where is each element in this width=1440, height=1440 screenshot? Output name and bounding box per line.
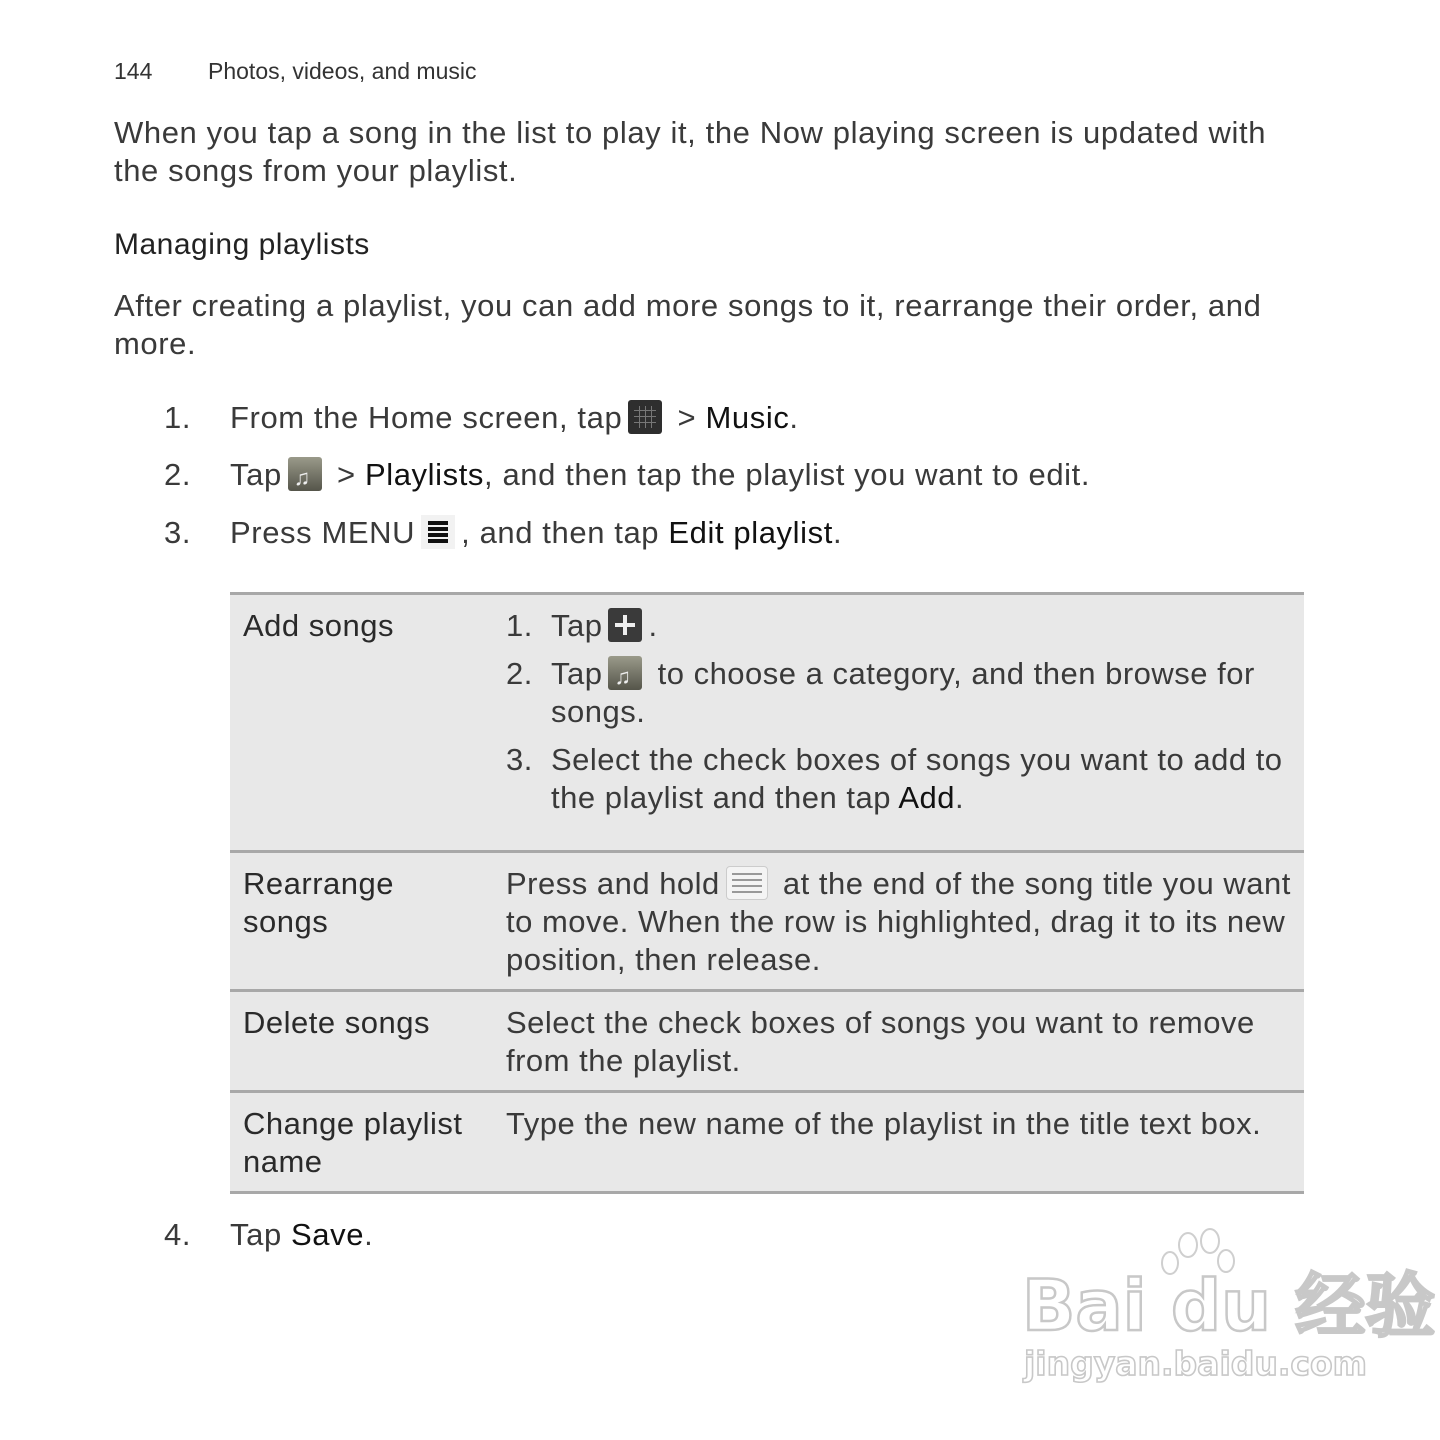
option-label: Delete songs — [243, 1005, 430, 1040]
playlist-options-table — [230, 592, 1304, 1194]
table-row — [230, 991, 1304, 1092]
add-label: Add — [898, 780, 956, 815]
list-item: 3. Select the check boxes of songs you want to add to the playlist and then tap Add. — [506, 742, 1283, 815]
page-number: 144 — [114, 58, 153, 84]
save-label: Save — [291, 1217, 365, 1252]
table-row — [230, 1092, 1304, 1193]
step-3: 3. Press MENU , and then tap Edit playlist. — [164, 515, 843, 550]
watermark-brand: Bai du 经验 — [1022, 1265, 1436, 1347]
playlists-label: Playlists — [364, 457, 485, 492]
library-icon — [608, 656, 642, 690]
list-item: 1. Tap . — [506, 608, 658, 643]
music-label: Music — [705, 400, 790, 435]
library-icon — [288, 457, 322, 491]
option-description: Type the new name of the playlist in the title text box. — [506, 1106, 1262, 1141]
table-row — [230, 852, 1304, 991]
section-heading: Managing playlists — [114, 228, 370, 261]
intro-paragraph: When you tap a song in the list to play it, the Now playing screen is updated with the songs from your playlist. — [114, 115, 1267, 188]
table-row — [230, 594, 1304, 852]
subintro-paragraph: After creating a playlist, you can add more songs to it, rearrange their order, and more. — [114, 288, 1262, 361]
option-label: Change playlist name — [243, 1106, 463, 1179]
option-description: Press and hold at the end of the song title you want to move. When the row is highlighted, drag it to its new position, then release. — [506, 866, 1291, 977]
watermark-url: jingyan.baidu.com — [1024, 1344, 1368, 1383]
plus-icon — [608, 608, 642, 642]
step-4: 4. Tap Save. — [164, 1217, 374, 1252]
all-apps-icon — [628, 400, 662, 434]
option-description: Select the check boxes of songs you want to remove from the playlist. — [506, 1005, 1255, 1078]
baidu-watermark-logo — [1020, 1225, 1436, 1385]
edit-playlist-label: Edit playlist — [668, 515, 833, 550]
running-header — [114, 58, 476, 85]
step-2: 2. Tap♫ > Playlists, and then tap the playlist you want to edit. — [164, 456, 1090, 494]
option-description — [493, 594, 1304, 852]
section-title: Photos, videos, and music — [208, 58, 477, 84]
menu-icon — [421, 515, 455, 549]
option-label: Rearrange songs — [243, 866, 394, 939]
list-item: 2. Tap♫ to choose a category, and then browse for songs. — [506, 655, 1292, 731]
drag-handle-icon — [726, 866, 768, 900]
step-1: 1. From the Home screen, tap > Music. — [164, 400, 799, 435]
option-label: Add songs — [243, 608, 394, 643]
